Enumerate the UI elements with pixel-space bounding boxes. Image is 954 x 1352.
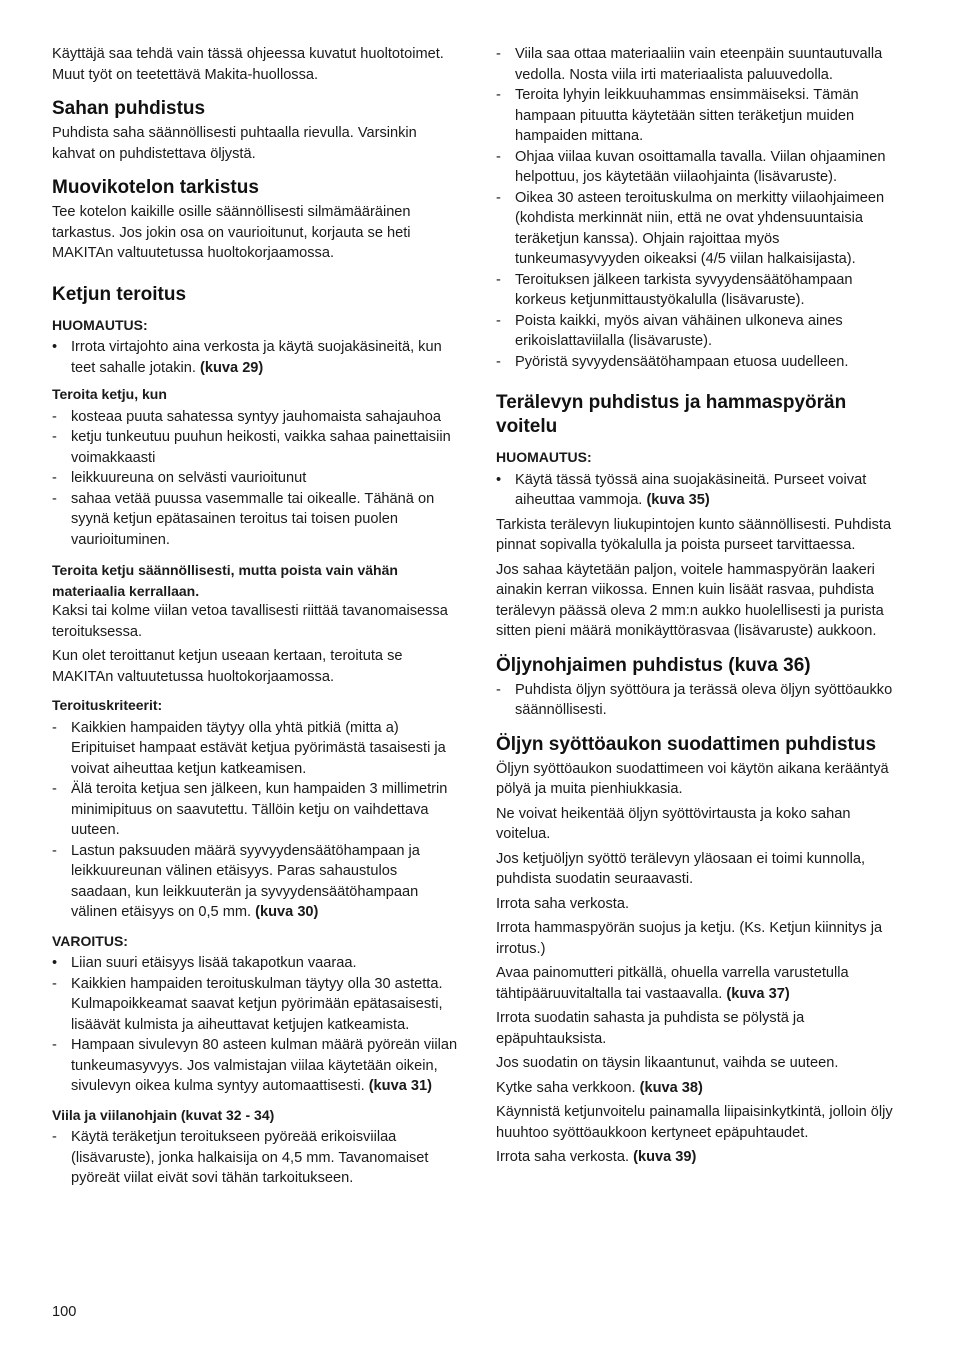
item-text: Kaikkien hampaiden täytyy olla yhtä pitkiä (mitta a) Eripituiset hampaat estävät ketjua pyörimästä tasaisesti ja voivat aiheuttaa ketjun katkeamisen. [71,719,446,777]
bullet-marker: - [52,429,57,445]
file-list [52,1127,458,1189]
bullet-marker: • [52,955,58,971]
oil-filter-paragraph [496,894,906,915]
bullet-marker: • [52,339,58,355]
file-label: Viila ja viilanohjain (kuvat 32 - 34) [52,1106,275,1123]
item-text: Lastun paksuuden määrä syyvyydensäätöhampaan ja leikkuureunan välinen etäisyys. Paras sahaustulos saadaan, kun leikkuuterän ja syvyydensäätöhampaan välinen etäisyys on 0,5 mm. [71,842,420,920]
item-text: Viila saa ottaa materiaaliin vain eteenpäin suuntautuvalla vedolla. Nosta viila irti materiaalista paluuvedolla. [515,46,883,83]
bullet-marker: • [496,471,502,488]
right-column [496,44,906,1172]
heading-housing-check: Muovikotelon tarkistus [52,177,259,198]
item-text: ketju tunkeutuu puuhun heikosti, vaikka sahaa painettaisiin voimakkaasti [71,429,451,466]
list-item [52,1035,458,1097]
paragraph-text: Ne voivat heikentää öljyn syöttövirtausta ja koko sahan voitelua. [496,805,851,842]
left-column [52,44,458,1193]
figure-ref: (kuva 39) [633,1149,697,1165]
list-item [52,974,458,1036]
list-item [496,85,906,147]
intro-paragraph: Käyttäjä saa tehdä vain tässä ohjeessa kuvatut huoltotoimet. Muut työt on teetettävä Makita-huollossa. [52,46,444,83]
oil-filter-paragraph [496,849,906,890]
note-label: HUOMAUTUS: [496,449,592,465]
list-item [52,489,458,551]
list-item [52,427,458,468]
bullet-marker: - [52,490,57,507]
note-list [496,470,906,511]
oil-filter-paragraph [496,963,906,1004]
oil-filter-paragraph [496,1053,906,1074]
list-item [52,841,458,923]
item-text: Liian suuri etäisyys lisää takapotkun vaaraa. [71,955,357,971]
paragraph-text: Käynnistä ketjunvoitelu painamalla liipaisinkytkintä, jolloin öljy huuhtoo syöttöaukkoon kertyneet epäpuhtaudet. [496,1104,893,1141]
heading-oil-filter: Öljyn syöttöaukon suodattimen puhdistus [496,733,877,755]
list-item [496,311,906,352]
list-item [52,718,458,780]
bullet-marker: - [496,312,501,329]
item-text: Käytä teräketjun teroitukseen pyöreää erikoisviilaa (lisävaruste), jonka halkaisija on 4,5 mm. Tavanomaiset pyöreät viilat eivät sovi tähän tarkoitukseen. [71,1129,429,1186]
item-text: Käytä tässä työssä aina suojakäsineitä. Purseet voivat aiheuttaa vammoja. [515,471,867,508]
bullet-marker: - [52,781,57,797]
when-label: Teroita ketju, kun [52,386,167,402]
list-item [496,188,906,270]
figure-ref: (kuva 35) [646,492,710,508]
figure-ref: (kuva 38) [639,1079,703,1096]
oil-filter-paragraph [496,1078,906,1099]
bullet-marker: - [496,271,501,288]
list-item [496,44,906,85]
item-text: Irrota virtajohto aina verkosta ja käytä suojakäsineitä, kun teet sahalle jotakin. [71,339,442,376]
paragraph-text: Irrota hammaspyörän suojus ja ketju. (Ks. Ketjun kiinnitys ja irrotus.) [496,920,883,957]
list-item [496,680,906,721]
list-item [52,468,458,489]
item-text: Poista kaikki, myös aivan vähäinen ulkoneva aines erikoislattaviilalla (lisävaruste). [515,312,843,349]
bullet-marker: - [496,189,501,206]
list-item [496,470,906,511]
repeat-text: Kun olet teroittanut ketjun useaan kertaan, teroituta se MAKITAn valtuutetussa huoltokorjaamossa. [52,648,403,685]
list-item [496,352,906,373]
figure-ref: (kuva 29) [200,359,264,376]
heading-bar-cleaning: Terälevyn puhdistus ja hammaspyörän voitelu [496,392,847,437]
oil-filter-paragraph [496,918,906,959]
list-item [52,337,458,378]
warning-list [52,953,458,1097]
oil-filter-paragraph [496,1147,906,1168]
regular-text: Kaksi tai kolme viilan vetoa tavallisesti riittää tavanomaisessa teroituksessa. [52,603,448,640]
warning-label: VAROITUS: [52,932,128,949]
when-list [52,407,458,551]
bullet-marker: - [496,681,501,698]
figure-ref: (kuva 31) [368,1078,432,1094]
item-text: Oikea 30 asteen teroituskulma on merkitty viilaohjaimeen (kohdista merkinnät niin, että ne ovat yhdensuuntaisia teräketjun kanssa). Ohjain rajoittaa myös tunkeumasyvyyden oikeaksi (4/5 viilan halkaisijasta). [515,189,885,267]
item-text: Älä teroita ketjua sen jälkeen, kun hampaiden 3 millimetrin minimipituus on saavutettu. Tällöin ketju on vaihdettava uuteen. [71,781,448,838]
list-item [52,407,458,428]
bullet-marker: - [52,975,57,992]
item-text: Teroita lyhyin leikkuuhammas ensimmäiseksi. Tämän hampaan pituutta käytetään sitten teräketjun muiden hampaiden mittana. [515,87,859,144]
oil-guide-list [496,680,906,721]
paragraph-text: Avaa painomutteri pitkällä, ohuella varrella varustetulla tähtipääruuvitaltalla tai vastaavalla. [496,965,849,1002]
item-text: Pyöristä syvyydensäätöhampaan etuosa uudelleen. [515,353,849,370]
list-item [52,1127,458,1189]
list-item [52,779,458,841]
bullet-marker: - [496,353,501,370]
oil-filter-paragraph [496,804,906,845]
paragraph-text: Irrota saha verkosta. [496,1149,630,1165]
item-text: Hampaan sivulevyn 80 asteen kulman määrä pyöreän viilan tunkeumasyvyys. Jos valmistajan viilaa käytetään oikein, sivulevyn oikea kulma syntyy automaattisesti. [71,1037,458,1094]
heading-saw-cleaning: Sahan puhdistus [52,98,206,119]
paragraph-text: Kytke saha verkkoon. [496,1079,636,1096]
paragraph-text: Öljyn syöttöaukon suodattimeen voi käytön aikana kerääntyä pölyä ja muita pienhiukkasia. [496,760,889,797]
page-number: 100 [52,1304,77,1320]
paragraph-text: Irrota saha verkosta. [496,895,630,912]
saw-cleaning-text: Puhdista saha säännöllisesti puhtaalla rievulla. Varsinkin kahvat on puhdistettava öljystä. [52,125,417,162]
bullet-marker: - [52,408,57,425]
bullet-marker: - [52,1037,57,1053]
heading-oil-guide: Öljynohjaimen puhdistus (kuva 36) [496,654,811,676]
oil-filter-paragraph [496,1008,906,1049]
oil-filter-paragraph [496,759,906,800]
item-text: Ohjaa viilaa kuvan osoittamalla tavalla. Viilan ohjaaminen helpottuu, jos käytetään viilaohjainta (lisävaruste). [515,148,886,185]
bullet-marker: - [52,842,57,859]
paragraph-text: Jos suodatin on täysin likaantunut, vaihda se uuteen. [496,1055,839,1071]
criteria-list [52,718,458,923]
item-text: kosteaa puuta sahatessa syntyy jauhomaista sahajauhoa [71,408,441,425]
note-label: HUOMAUTUS: [52,316,148,333]
bar-cleaning-paragraph: Jos sahaa käytetään paljon, voitele hammaspyörän laakeri ainakin kerran viikossa. Ennen kuin lisäät rasvaa, puhdista terälevyn päässä oleva 2 mm:n aukko huolellisesti ja purista sitten pieni määrä monikäyttörasvaa (lisävaruste) aukkoon. [496,561,884,639]
housing-check-text: Tee kotelon kaikille osille säännöllisesti silmämääräinen tarkastus. Jos jokin osa on vaurioitunut, korjauta se heti MAKITAn valtuutetussa huoltokorjaamossa. [52,204,411,261]
paragraph-text: Irrota suodatin sahasta ja puhdista se pölystä ja epäpuhtauksista. [496,1010,805,1047]
figure-ref: (kuva 30) [255,904,319,920]
bar-cleaning-paragraph: Tarkista terälevyn liukupintojen kunto säännöllisesti. Puhdista pinnat sopivalla työkalulla ja poista purseet tarvittaessa. [496,516,892,553]
item-text: leikkuureuna on selvästi vaurioitunut [71,470,307,486]
bullet-marker: - [52,470,57,486]
oil-filter-paragraph [496,1102,906,1143]
list-item [496,147,906,188]
item-text: sahaa vetää puussa vasemmalle tai oikealle. Tähänä on syynä ketjun epätasainen teroitus tai toisen puolen vaurioituminen. [71,490,435,548]
bullet-marker: - [496,87,501,103]
item-text: Puhdista öljyn syöttöura ja terässä oleva öljyn syöttöaukko säännöllisesti. [515,681,893,718]
list-item [52,953,458,974]
bullet-marker: - [496,46,501,62]
list-item [496,270,906,311]
oil-filter-paragraphs [496,759,906,1168]
note-list [52,337,458,378]
item-text: Kaikkien hampaiden teroituskulman täytyy olla 30 astetta. Kulmapoikkeamat saavat ketjun pyörimään epätasaisesti, lisäävät kulmista ja aiheuttavat ketjujen katkeamista. [71,975,443,1033]
figure-ref: (kuva 37) [726,985,790,1002]
paragraph-text: Jos ketjuöljyn syöttö terälevyn yläosaan ei toimi kunnolla, puhdista suodatin seuraavasti. [496,850,866,887]
file-continued-list [496,44,906,372]
item-text: Teroituksen jälkeen tarkista syvyydensäätöhampaan korkeus ketjunmittaustyökalulla (lisävaruste). [515,271,853,308]
bullet-marker: - [496,148,501,165]
criteria-label: Teroituskriteerit: [52,697,163,713]
bullet-marker: - [52,1129,57,1145]
bullet-marker: - [52,719,57,736]
regular-bold-text: Teroita ketju säännöllisesti, mutta poista vain vähän materiaalia kerrallaan. [52,562,398,599]
heading-chain-sharpening: Ketjun teroitus [52,283,187,305]
